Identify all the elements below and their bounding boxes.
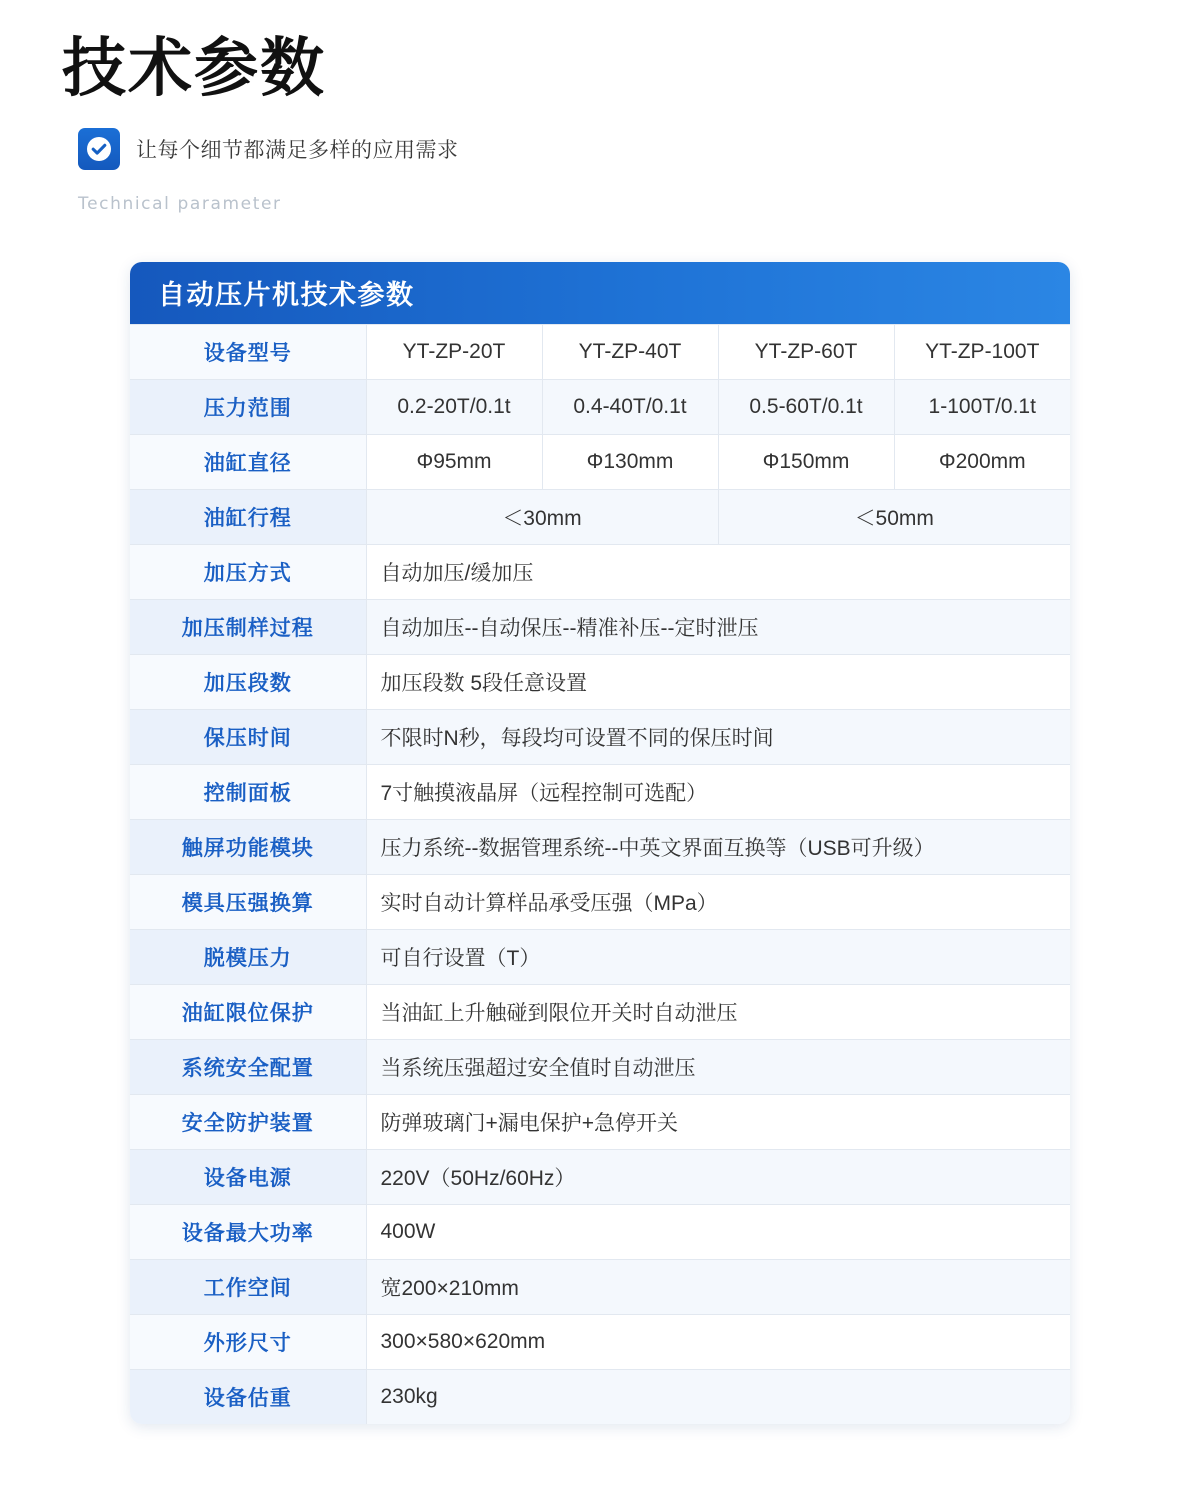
row-label: 油缸直径 [130,434,366,489]
row-value: 自动加压--自动保压--精准补压--定时泄压 [366,599,1070,654]
table-row [130,984,1070,1039]
row-label: 工作空间 [130,1259,366,1314]
row-label: 模具压强换算 [130,874,366,929]
spec-table-card [130,262,1070,1425]
row-value: 1-100T/0.1t [894,379,1070,434]
table-row [130,1039,1070,1094]
row-label: 保压时间 [130,709,366,764]
table-row [130,324,1070,379]
table-row [130,1259,1070,1314]
table-row [130,599,1070,654]
table-row [130,929,1070,984]
row-value: 可自行设置（T） [366,929,1070,984]
row-label: 加压段数 [130,654,366,709]
row-value: Φ200mm [894,434,1070,489]
row-label: 外形尺寸 [130,1314,366,1369]
subtitle-row [78,128,1200,170]
row-value: 0.5-60T/0.1t [718,379,894,434]
row-label: 油缸行程 [130,489,366,544]
table-row [130,1369,1070,1424]
row-value: YT-ZP-60T [718,324,894,379]
table-row [130,434,1070,489]
row-label: 压力范围 [130,379,366,434]
row-label: 脱模压力 [130,929,366,984]
check-circle-icon [78,128,120,170]
table-row [130,764,1070,819]
row-value: 300×580×620mm [366,1314,1070,1369]
table-row [130,1314,1070,1369]
row-label: 设备估重 [130,1369,366,1424]
row-value: 220V（50Hz/60Hz） [366,1149,1070,1204]
row-value: Φ95mm [366,434,542,489]
row-value: 不限时N秒，每段均可设置不同的保压时间 [366,709,1070,764]
spec-table [130,324,1070,1425]
row-value: ＜30mm [366,489,718,544]
row-value: YT-ZP-40T [542,324,718,379]
row-value: 防弹玻璃门+漏电保护+急停开关 [366,1094,1070,1149]
row-value: YT-ZP-100T [894,324,1070,379]
table-row [130,379,1070,434]
row-value: YT-ZP-20T [366,324,542,379]
table-row [130,654,1070,709]
row-value: 当系统压强超过安全值时自动泄压 [366,1039,1070,1094]
row-label: 油缸限位保护 [130,984,366,1039]
table-row [130,874,1070,929]
row-value: 自动加压/缓加压 [366,544,1070,599]
page-header [0,0,1200,214]
row-label: 加压方式 [130,544,366,599]
row-label: 控制面板 [130,764,366,819]
table-row [130,1204,1070,1259]
spec-table-caption: 自动压片机技术参数 [130,262,1070,324]
row-label: 设备型号 [130,324,366,379]
row-value: 0.4-40T/0.1t [542,379,718,434]
row-value: Φ130mm [542,434,718,489]
row-value: 宽200×210mm [366,1259,1070,1314]
table-row [130,1094,1070,1149]
row-label: 安全防护装置 [130,1094,366,1149]
row-value: ＜50mm [718,489,1070,544]
page-title: 技术参数 [62,32,326,106]
row-value: 230kg [366,1369,1070,1424]
table-row [130,819,1070,874]
row-label: 设备电源 [130,1149,366,1204]
table-row [130,709,1070,764]
row-value: 400W [366,1204,1070,1259]
page-eyebrow-english: Technical parameter [78,193,282,214]
row-value: 7寸触摸液晶屏（远程控制可选配） [366,764,1070,819]
table-row [130,489,1070,544]
row-label: 系统安全配置 [130,1039,366,1094]
row-value: 加压段数 5段任意设置 [366,654,1070,709]
row-label: 设备最大功率 [130,1204,366,1259]
row-value: 实时自动计算样品承受压强（MPa） [366,874,1070,929]
spec-table-body [130,324,1070,1424]
row-label: 加压制样过程 [130,599,366,654]
row-label: 触屏功能模块 [130,819,366,874]
row-value: 当油缸上升触碰到限位开关时自动泄压 [366,984,1070,1039]
page-subtitle: 让每个细节都满足多样的应用需求 [136,138,459,162]
row-value: Φ150mm [718,434,894,489]
table-row [130,1149,1070,1204]
table-row [130,544,1070,599]
row-value: 0.2-20T/0.1t [366,379,542,434]
row-value: 压力系统--数据管理系统--中英文界面互换等（USB可升级） [366,819,1070,874]
